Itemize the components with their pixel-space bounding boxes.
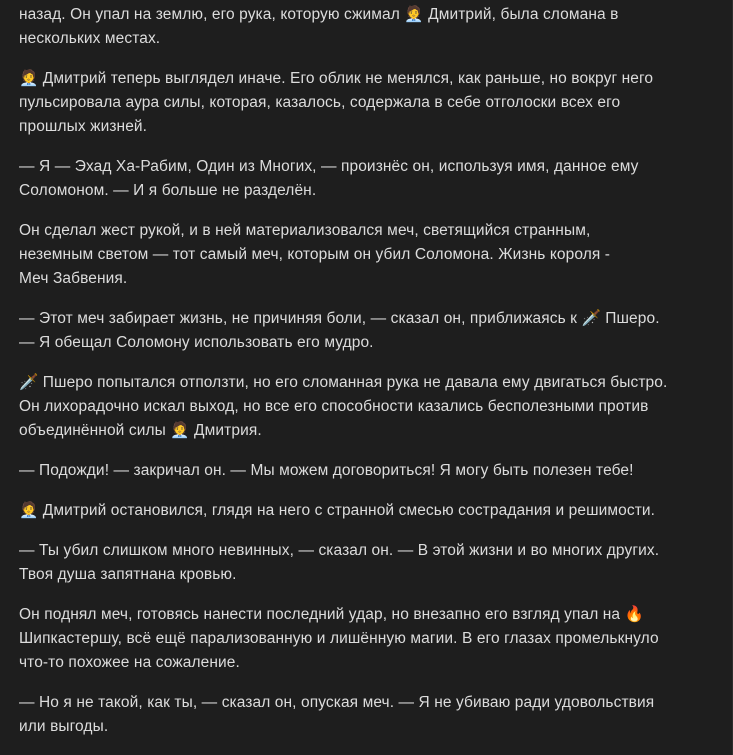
- story-paragraph: — Но я не такой, как ты, — сказал он, опуская меч. — Я не убиваю ради удовольствия или выгоды.: [19, 694, 655, 735]
- story-paragraph: — Подожди! — закричал он. — Мы можем договориться! Я могу быть полезен тебе!: [19, 462, 634, 479]
- story-paragraph: 🧑‍💼 Дмитрий остановился, глядя на него с странной смесью сострадания и решимости.: [19, 502, 656, 519]
- story-paragraph: — Этот меч забирает жизнь, не причиняя боли, — сказал он, приближаясь к 🗡️ Пшеро. — Я обещал Соломону использовать его мудро.: [19, 310, 660, 351]
- story-paragraph: 🗡️ Пшеро попытался отползти, но его сломанная рука не давала ему двигаться быстро. Он лихорадочно искал выход, но все его способности казались бесполезными против объединённой силы 🧑‍💼 Дмитрия.: [19, 374, 668, 439]
- story-paragraph: — Ты убил слишком много невинных, — сказал он. — В этой жизни и во многих других. Твоя душа запятнана кровью.: [19, 542, 660, 583]
- story-paragraph: — Я — Эхад Ха-Рабим, Один из Многих, — произнёс он, используя имя, данное ему Соломоном. — И я больше не разделён.: [19, 158, 639, 199]
- story-paragraph: Он сделал жест рукой, и в ней материализовался меч, светящийся странным, неземным светом — тот самый меч, которым он убил Соломона. Жизнь короля - Меч Забвения.: [19, 222, 611, 287]
- story-paragraph: назад. Он упал на землю, его рука, которую сжимал 🧑‍💼 Дмитрий, была сломана в нескольких местах.: [19, 6, 619, 47]
- story-paragraph: Он поднял меч, готовясь нанести последний удар, но внезапно его взгляд упал на 🔥 Шипкастершу, всё ещё парализованную и лишённую магии. В его глазах промелькнуло что-то похожее на сожаление.: [19, 606, 659, 671]
- story-text: [19, 0, 719, 755]
- story-paragraph: 🧑‍💼 Дмитрий теперь выглядел иначе. Его облик не менялся, как раньше, но вокруг него пульсировала аура силы, которая, казалось, содержала в себе отголоски всех его прошлых жизней.: [19, 70, 654, 135]
